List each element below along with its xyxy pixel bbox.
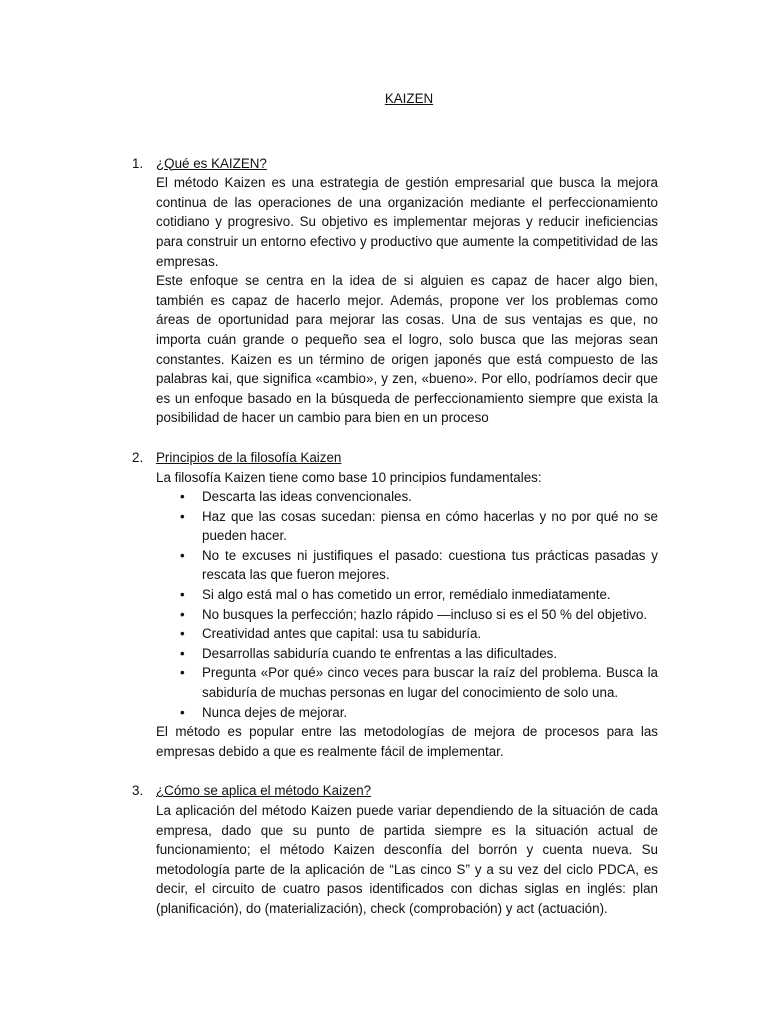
section-number: 3.: [132, 783, 144, 799]
list-item: [180, 507, 658, 546]
list-item-text: Haz que las cosas sucedan: piensa en cómo hacerlas y no por qué no se pueden hacer.: [202, 508, 658, 544]
list-item-text: Nunca dejes de mejorar.: [202, 704, 348, 720]
list-item: [180, 585, 658, 605]
list-item: [180, 605, 658, 625]
list-item-text: Desarrollas sabiduría cuando te enfrentas a las dificultades.: [202, 645, 558, 661]
bullet-icon: •: [180, 606, 185, 622]
section-what-is-kaizen: [132, 154, 658, 428]
list-item-text: Pregunta «Por qué» cinco veces para buscar la raíz del problema. Busca la sabiduría de muchas personas en lugar del conocimiento de solo una.: [202, 665, 658, 701]
document-title: KAIZEN: [384, 91, 434, 106]
list-item: [180, 487, 658, 507]
section-how-to-apply: [132, 781, 658, 918]
section-number: 2.: [132, 449, 144, 465]
list-item: [180, 624, 658, 644]
list-item-text: Si algo está mal o has cometido un error, remédialo inmediatamente.: [202, 587, 611, 603]
list-item-text: No te excuses ni justifiques el pasado: cuestiona tus prácticas pasadas y rescata las que fueron mejores.: [202, 547, 658, 583]
paragraph: La aplicación del método Kaizen puede variar dependiendo de la situación de cada empresa, dado que su punto de partida siempre es la situación actual de funcionamiento; el método Kaizen desconfía del borrón y cuenta nueva. Su metodología parte de la aplicación de “Las cinco S” y a su vez del ciclo PDCA, es decir, el circuito de cuatro pasos identificados con dichas siglas en inglés: plan (planificación), do (materialización), check (comprobación) y act (actuación).: [156, 803, 658, 916]
section-heading: ¿Cómo se aplica el método Kaizen?: [156, 783, 372, 799]
bullet-icon: •: [180, 547, 185, 563]
bullet-icon: •: [180, 587, 185, 603]
section-principles: [132, 448, 658, 762]
paragraph: El método Kaizen es una estrategia de gestión empresarial que busca la mejora continua de las operaciones de una organización mediante el perfeccionamiento cotidiano y progresivo. Su objetivo es implementar mejoras y reducir ineficiencias para construir un entorno efectivo y productivo que aumente la competitividad de las empresas.: [156, 175, 658, 269]
principles-list: [156, 487, 658, 722]
principles-intro: La filosofía Kaizen tiene como base 10 principios fundamentales:: [156, 469, 542, 485]
section-heading: Principios de la filosofía Kaizen: [156, 449, 342, 465]
paragraph: Este enfoque se centra en la idea de si alguien es capaz de hacer algo bien, también es capaz de hacerlo mejor. Además, propone ver los problemas como áreas de oportunidad para mejorar las cosas. Una de sus ventajas es que, no importa cuán grande o pequeño sea el logro, solo busca que las mejoras sean constantes. Kaizen es un término de origen japonés que está compuesto de las palabras kai, que significa «cambio», y zen, «bueno». Por ello, podríamos decir que es un enfoque basado en la búsqueda de perfeccionamiento siempre que exista la posibilidad de hacer un cambio para bien en un proceso: [156, 273, 658, 426]
bullet-icon: •: [180, 508, 185, 524]
list-item: [180, 644, 658, 664]
list-item: [180, 703, 658, 723]
list-item: [180, 546, 658, 585]
list-item-text: Descarta las ideas convencionales.: [202, 489, 412, 505]
bullet-icon: •: [180, 704, 185, 720]
list-item-text: No busques la perfección; hazlo rápido —incluso si es el 50 % del objetivo.: [202, 606, 648, 622]
bullet-icon: •: [180, 645, 185, 661]
list-item: [180, 663, 658, 702]
bullet-icon: •: [180, 665, 185, 681]
section-heading: ¿Qué es KAIZEN?: [156, 155, 267, 171]
principles-outro: El método es popular entre las metodologías de mejora de procesos para las empresas debido a que es realmente fácil de implementar.: [156, 724, 658, 759]
list-item-text: Creatividad antes que capital: usa tu sabiduría.: [202, 626, 482, 642]
bullet-icon: •: [180, 626, 185, 642]
bullet-icon: •: [180, 489, 185, 505]
section-number: 1.: [132, 155, 144, 171]
